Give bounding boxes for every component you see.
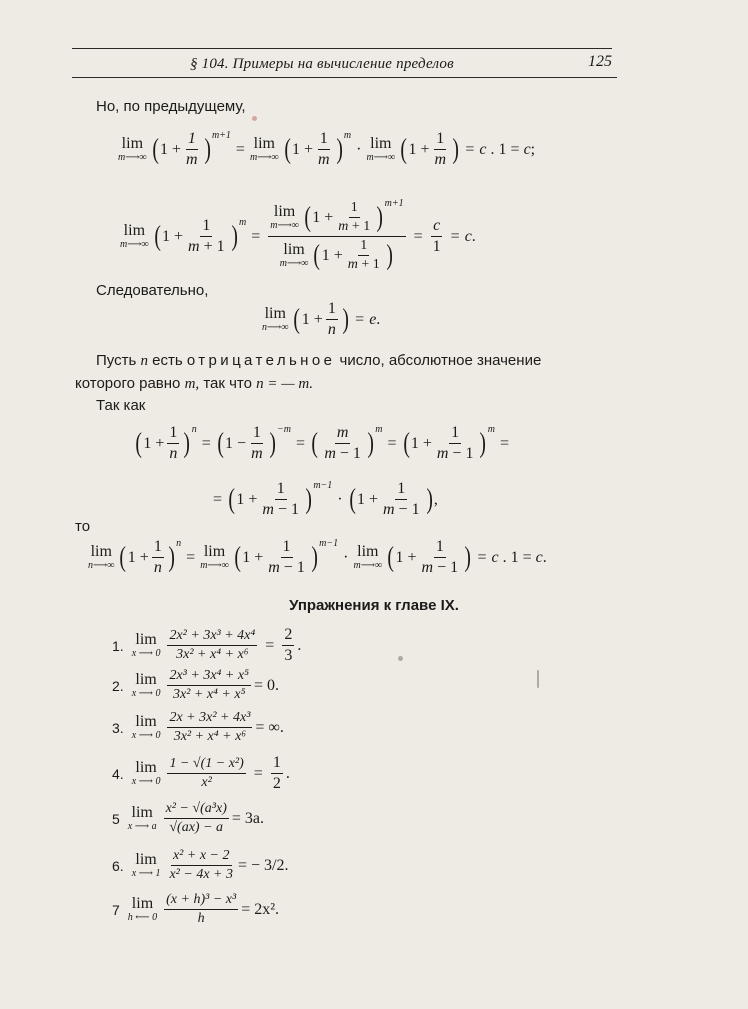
since-text: Так как	[96, 397, 146, 414]
equation-3: lim n⟶∞ ( 1 + $\frac{1}{n}$ ) = e .	[262, 300, 381, 338]
equation-2: lim m⟶∞ ( 1 + $\frac{1}{m + 1}$ ) $^m$ = lim m⟶∞ ( 1 + $\frac{1}{m + 1}$ ) $^{m+1}$ lim m⟶∞ ( 1 + $\frac{1}{m + 1}$ ) = $\frac{c}{1}$ = c .	[120, 198, 476, 272]
running-title: § 104. Примеры на вычисление пределов	[190, 56, 454, 72]
paper-speck	[398, 656, 403, 661]
exercise-5: 5 lim x ⟶ a $\frac{\text{x² − √(a³x)}}{√(ax) - a}$ = 3a.	[112, 801, 264, 835]
paper-speck	[537, 670, 539, 688]
exercises-heading: Упражнения к главе IX.	[289, 597, 459, 614]
equation-4: ( 1 + $\frac{1}{n}$ ) $^n$ = ( 1 − $\frac{1}{m}$ ) $^{-m}$ = ( $\frac{m}{m - 1}$ ) $^m$ = ( 1 + $\frac{1}{m - 1}$ ) $^m$ =	[135, 424, 510, 462]
consequently-text: Следовательно,	[96, 282, 209, 299]
header-rule-top	[72, 48, 612, 49]
paragraph-line-2: которого равно m, так что n = — m.	[75, 375, 313, 392]
exercise-6: 6. lim x ⟶ 1 $\frac{\text{x² + x − 2}}{\text{x² − 4x + 3}}$ = − 3/2.	[112, 848, 289, 882]
equation-1: lim m⟶∞ ( 1 + $\frac{1}{m}$ ) $^{m+1}$ = lim m⟶∞ ( 1 + $\frac{1}{m}$ ) $^m$ · lim m⟶∞ ( 1 + $\frac{1}{m}$ ) = c . 1 = c ;	[118, 130, 536, 168]
exercise-4: 4. lim x ⟶ 0 $\frac{\text{1 − √(1 − x²)}}{\text{x²}}$ = $\frac{1}{2}$ .	[112, 754, 290, 792]
header-rule-bottom	[72, 77, 617, 78]
equation-5: = ( 1 + $\frac{1}{m - 1}$ ) $^{m-1}$ · ( 1 + $\frac{1}{m - 1}$ ) ,	[213, 480, 438, 518]
equation-6: lim n⟶∞ ( 1 + $\frac{1}{n}$ ) $^n$ = lim m⟶∞ ( 1 + $\frac{1}{m - 1}$ ) $^{m-1}$ · lim m⟶∞ ( 1 + $\frac{1}{m - 1}$ ) = c . 1 = c .	[88, 538, 547, 576]
exercise-2: 2. lim x ⟶ 0 $\frac{\text{2x³ + 3x⁴ + x⁵}}{\text{3x² + x⁴ + x⁵}}$ = 0.	[112, 668, 279, 702]
then-text: то	[75, 518, 91, 535]
exercise-1: 1. lim x ⟶ 0 $\frac{\text{2x² + 3x³ + 4x⁴}}{\text{3x² + x⁴ + x⁶}}$ = $\frac{2}{3}$ .	[112, 626, 302, 664]
page-number: 125	[588, 53, 612, 70]
paragraph-line-1: Пусть n есть отрицательное число, абсолютное значение	[96, 352, 542, 369]
exercise-7: 7 lim h ⟵ 0 $\frac{\text{(x + h)³ − x³}}{h}$ = 2x².	[112, 892, 280, 926]
exercise-3: 3. lim x ⟶ 0 $\frac{\text{2x + 3x² + 4x³}}{\text{3x² + x⁴ + x⁶}}$ = ∞.	[112, 710, 284, 744]
intro-text: Но, по предыдущему,	[96, 98, 246, 115]
paper-speck	[252, 116, 257, 121]
